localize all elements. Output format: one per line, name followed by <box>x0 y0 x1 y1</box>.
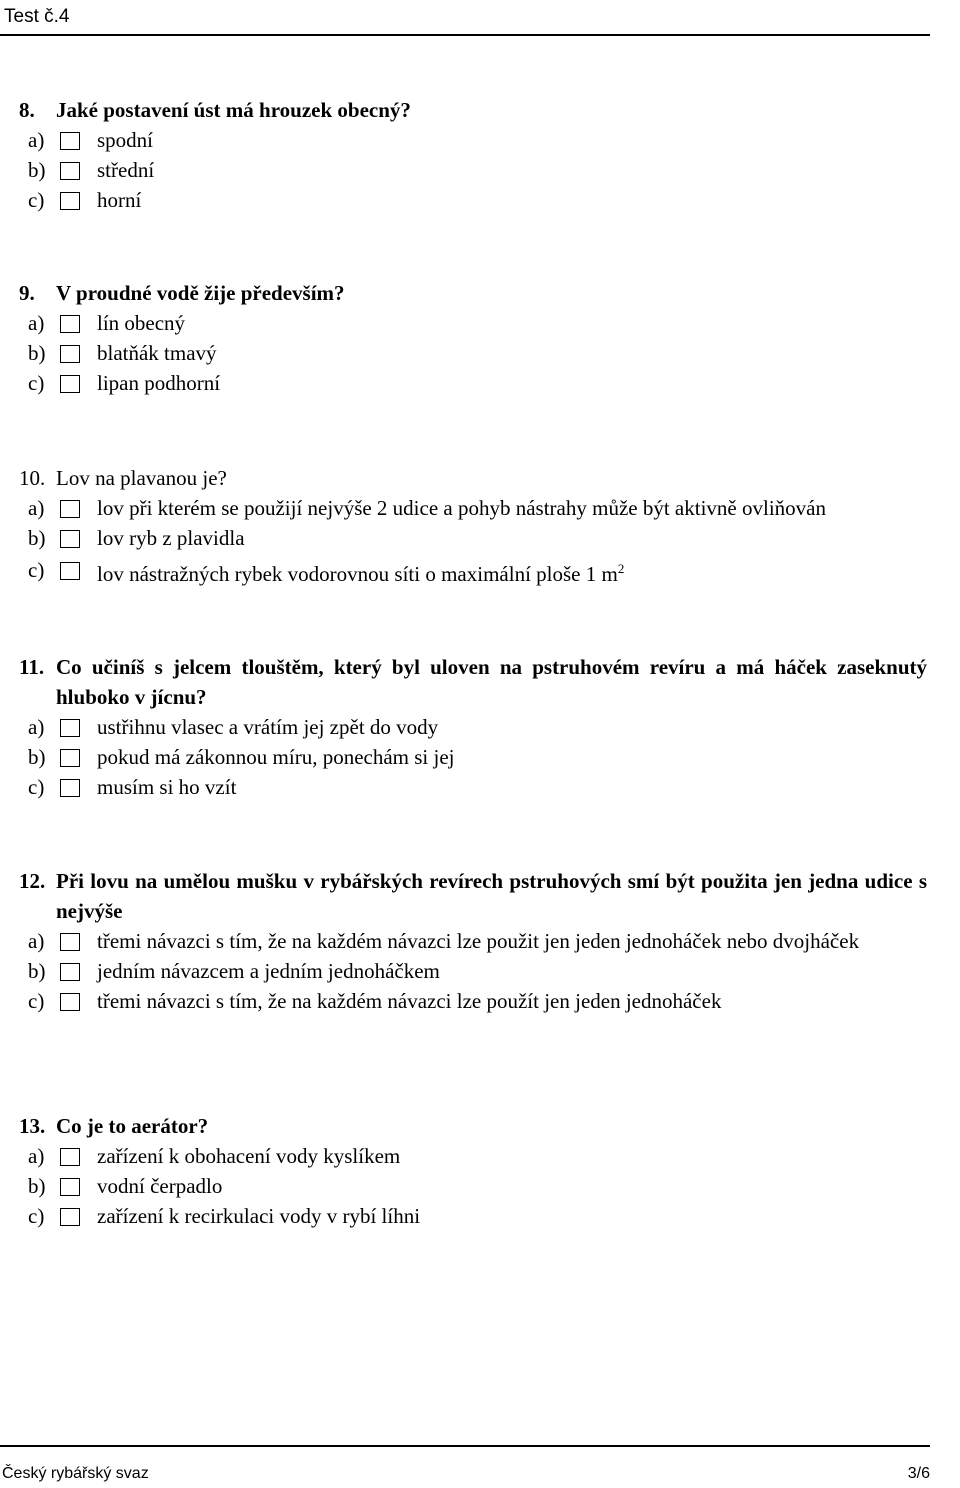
answer-checkbox[interactable] <box>60 132 80 150</box>
option-c <box>0 185 930 215</box>
option-a <box>0 926 930 956</box>
option-letter: c) <box>28 371 45 395</box>
option-letter: a) <box>28 929 45 953</box>
option-text: spodní <box>97 128 154 152</box>
option-b <box>0 338 930 368</box>
option-a <box>0 493 930 523</box>
option-c <box>0 772 930 802</box>
organization-name: Český rybářský svaz <box>2 1465 149 1482</box>
page-footer <box>0 1445 930 1488</box>
option-a <box>0 125 930 155</box>
answer-checkbox[interactable] <box>60 1148 80 1166</box>
option-letter: b) <box>28 959 46 983</box>
page-header <box>0 0 930 36</box>
question-13 <box>0 1111 930 1231</box>
answer-checkbox[interactable] <box>60 779 80 797</box>
option-text: jedním návazcem a jedním jednoháčkem <box>97 959 440 983</box>
option-text: třemi návazci s tím, že na každém návazci lze použit jen jeden jednoháček nebo dvojháček <box>97 929 860 953</box>
answer-checkbox[interactable] <box>60 1208 80 1226</box>
test-title: Test č.4 <box>4 6 70 27</box>
option-text: lín obecný <box>97 311 186 335</box>
option-text: zařízení k obohacení vody kyslíkem <box>97 1144 401 1168</box>
option-c <box>0 559 930 589</box>
option-a <box>0 1141 930 1171</box>
option-letter: c) <box>28 558 45 582</box>
question-number: 11. <box>19 655 45 679</box>
option-letter: c) <box>28 1204 45 1228</box>
option-text: horní <box>97 188 142 212</box>
option-c <box>0 368 930 398</box>
option-text: pokud má zákonnou míru, ponechám si jej <box>97 745 455 769</box>
answer-checkbox[interactable] <box>60 345 80 363</box>
option-b <box>0 742 930 772</box>
superscript: 2 <box>617 561 625 576</box>
option-text: vodní čerpadlo <box>97 1174 223 1198</box>
option-c <box>0 986 930 1016</box>
option-text: blatňák tmavý <box>97 341 217 365</box>
option-letter: a) <box>28 715 45 739</box>
option-text: ustřihnu vlasec a vrátím jej zpět do vody <box>97 715 439 739</box>
option-letter: a) <box>28 1144 45 1168</box>
question-text: V proudné vodě žije především? <box>56 281 345 305</box>
question-number: 8. <box>19 98 35 122</box>
answer-checkbox[interactable] <box>60 192 80 210</box>
answer-checkbox[interactable] <box>60 315 80 333</box>
answer-checkbox[interactable] <box>60 993 80 1011</box>
answer-checkbox[interactable] <box>60 162 80 180</box>
page-number: 3/6 <box>907 1465 930 1482</box>
question-text: Co učiníš s jelcem tlouštěm, který byl uloven na pstruhovém revíru a má háček zaseknutý hluboko v jícnu? <box>56 655 927 709</box>
question-text: Lov na plavanou je? <box>56 466 227 490</box>
option-text: třemi návazci s tím, že na každém návazci lze použít jen jeden jednoháček <box>97 989 722 1013</box>
option-text: zařízení k recirkulaci vody v rybí líhni <box>97 1204 421 1228</box>
option-c <box>0 1201 930 1231</box>
question-10 <box>0 463 930 589</box>
option-letter: c) <box>28 775 45 799</box>
option-letter: b) <box>28 341 46 365</box>
option-b <box>0 956 930 986</box>
option-a <box>0 712 930 742</box>
answer-checkbox[interactable] <box>60 933 80 951</box>
option-b <box>0 523 930 553</box>
question-number: 12. <box>19 869 46 893</box>
answer-checkbox[interactable] <box>60 375 80 393</box>
option-text: lipan podhorní <box>97 371 221 395</box>
option-letter: a) <box>28 311 45 335</box>
option-text: lov při kterém se použijí nejvýše 2 udice a pohyb nástrahy může být aktivně ovliňován <box>97 496 826 520</box>
option-text: musím si ho vzít <box>97 775 237 799</box>
answer-checkbox[interactable] <box>60 749 80 767</box>
answer-checkbox[interactable] <box>60 963 80 981</box>
option-letter: a) <box>28 496 45 520</box>
question-8 <box>0 95 930 215</box>
option-letter: b) <box>28 1174 46 1198</box>
option-letter: b) <box>28 158 46 182</box>
question-text: Při lovu na umělou mušku v rybářských revírech pstruhových smí být použita jen jedna udice s nejvýše <box>56 869 927 923</box>
question-text: Co je to aerátor? <box>56 1114 209 1138</box>
option-letter: b) <box>28 745 46 769</box>
answer-checkbox[interactable] <box>60 719 80 737</box>
answer-checkbox[interactable] <box>60 1178 80 1196</box>
answer-checkbox[interactable] <box>60 500 80 518</box>
question-number: 9. <box>19 281 35 305</box>
option-letter: b) <box>28 526 46 550</box>
question-number: 13. <box>19 1114 46 1138</box>
question-9 <box>0 278 930 398</box>
option-letter: c) <box>28 989 45 1013</box>
option-b <box>0 155 930 185</box>
question-text: Jaké postavení úst má hrouzek obecný? <box>56 98 411 122</box>
question-11 <box>0 652 930 802</box>
option-a <box>0 308 930 338</box>
question-12 <box>0 866 930 1016</box>
option-letter: a) <box>28 128 45 152</box>
option-text: lov ryb z plavidla <box>97 526 245 550</box>
option-b <box>0 1171 930 1201</box>
answer-checkbox[interactable] <box>60 562 80 580</box>
answer-checkbox[interactable] <box>60 530 80 548</box>
option-text: lov nástražných rybek vodorovnou síti o maximální ploše 1 m <box>97 562 618 586</box>
option-letter: c) <box>28 188 45 212</box>
question-number: 10. <box>19 466 46 490</box>
option-text: střední <box>97 158 155 182</box>
